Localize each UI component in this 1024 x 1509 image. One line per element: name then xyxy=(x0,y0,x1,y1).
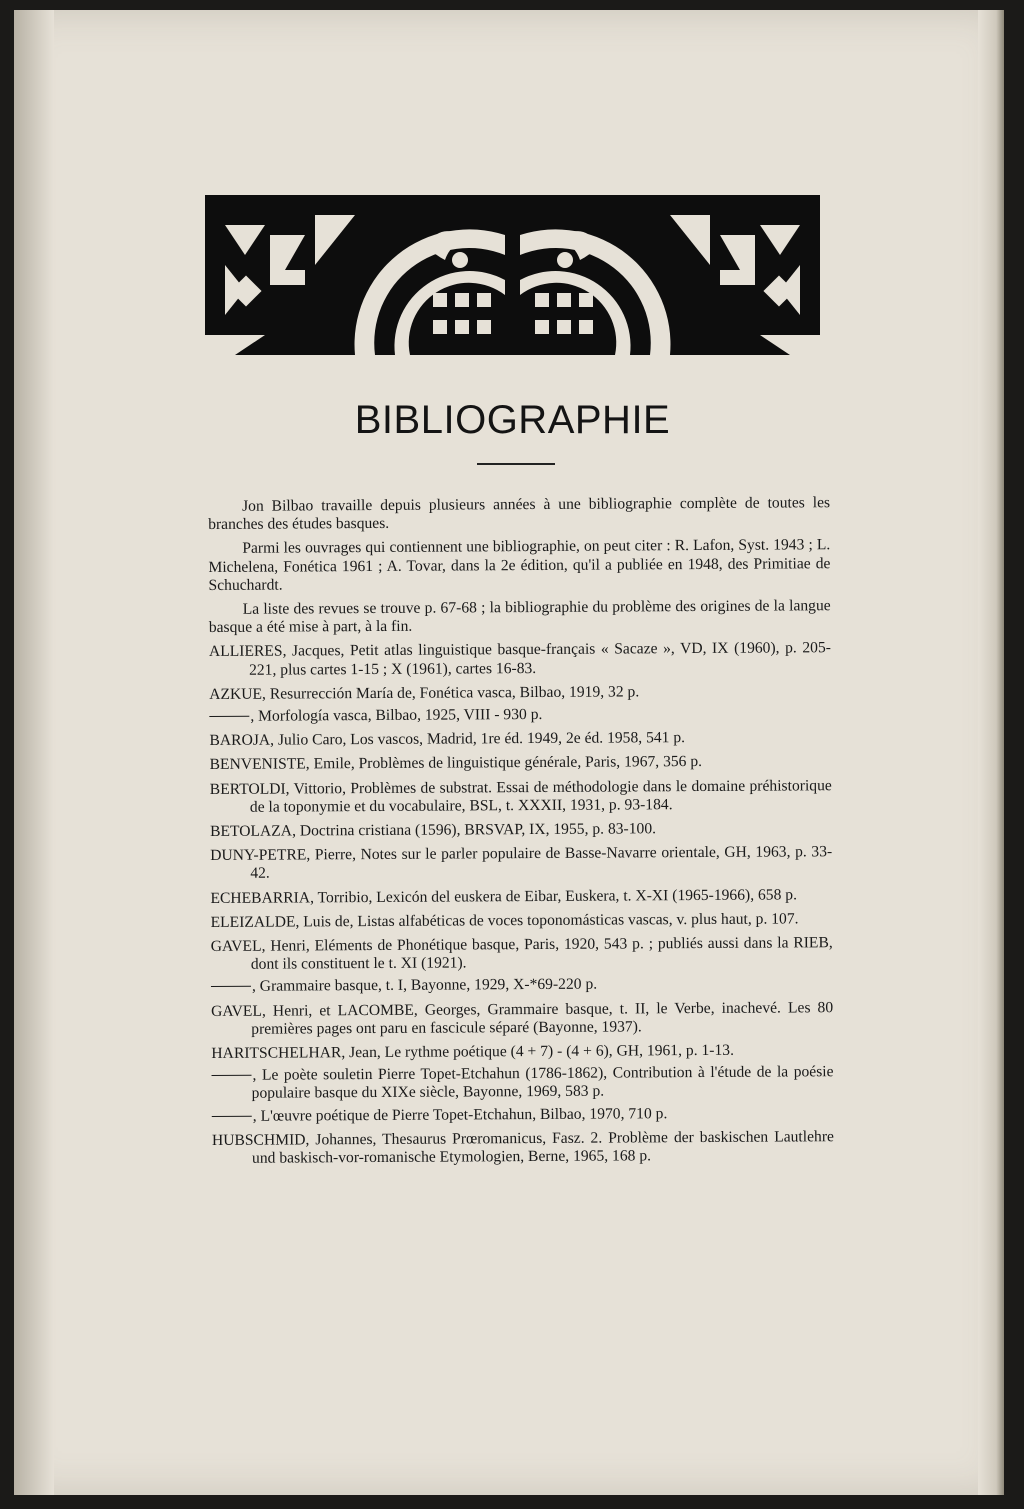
intro-paragraph: Jon Bilbao travaille depuis plusieurs années à une bibliographie complète de toutes les branches des études basques. xyxy=(208,494,831,534)
bib-entry-text: , Le poète souletin Pierre Topet-Etchahun (1786-1862), Contribution à l'étude de la poésie populaire basque du XIXe siècle, Bayonne, 1969, 583 p. xyxy=(251,1063,834,1103)
title-rule xyxy=(477,463,555,465)
bib-entry-text: , Grammaire basque, t. I, Bayonne, 1929, X-*69-220 p. xyxy=(251,976,598,996)
bib-entry-benveniste: BENVENISTE, Emile, Problèmes de linguistique générale, Paris, 1967, 356 p. xyxy=(209,753,703,774)
bib-entry-duny-petre: DUNY-PETRE, Pierre, Notes sur le parler populaire de Basse-Navarre orientale, GH, 1963, p. 33-42. xyxy=(210,843,833,883)
bib-entry-gavel: GAVEL, Henri, Eléments de Phonétique basque, Paris, 1920, 543 p. ; publiés aussi dans la RIEB, dont ils constituent le t. XI (1921). xyxy=(210,934,833,974)
intro-paragraph: Parmi les ouvrages qui contiennent une bibliographie, on peut citer : R. Lafon, Syst. 1943 ; L. Michelena, Fonética 1961 ; A. Tovar, dans la 2e édition, qu'il a publiée en 1948, des Primitiae de Schuchardt. xyxy=(208,536,831,594)
bib-entry-haritschelhar: HARITSCHELHAR, Jean, Le rythme poétique (4 + 7) - (4 + 6), GH, 1961, p. 1-13. xyxy=(211,1041,735,1063)
bib-entry-eleizalde: ELEIZALDE, Luis de, Listas alfabéticas de voces toponomásticas vascas, v. plus haut, p. 107. xyxy=(210,910,799,931)
ditto-dash xyxy=(212,1115,252,1116)
bib-entry-azkue-continued xyxy=(209,704,831,726)
ditto-dash xyxy=(211,986,251,987)
bib-entry-azkue: AZKUE, Resurrección María de, Fonética vasca, Bilbao, 1919, 32 p. xyxy=(209,683,640,703)
bib-entry-haritschelhar-continued xyxy=(211,1063,833,1103)
bib-entry-gavel-lacombe: GAVEL, Henri, et LACOMBE, Georges, Grammaire basque, t. II, le Verbe, inachevé. Les 80 premières pages ont paru en fascicule séparé (Bayonne, 1937). xyxy=(211,998,834,1038)
bib-entry-bertoldi: BERTOLDI, Vittorio, Problèmes de substrat. Essai de méthodologie dans le domaine préhistorique de la toponymie et du vocabulaire, BSL, t. XXXII, 1931, p. 93-184. xyxy=(209,776,832,816)
bib-entry-haritschelhar-continued xyxy=(212,1104,834,1126)
bib-entry-text: , Morfología vasca, Bilbao, 1925, VIII - 930 p. xyxy=(250,705,543,725)
bib-entry-gavel-continued xyxy=(211,975,833,997)
bib-entry-echebarria: ECHEBARRIA, Torribio, Lexicón del euskera de Eibar, Euskera, t. X-XI (1965-1966), 658 p. xyxy=(210,886,798,907)
bib-entry-betolaza: BETOLAZA, Doctrina cristiana (1596), BRSVAP, IX, 1955, p. 83-100. xyxy=(209,820,657,841)
ditto-dash xyxy=(212,1075,252,1076)
bibliography-body xyxy=(208,494,834,1174)
page-edge xyxy=(978,10,1004,1495)
bib-entry-text: , L'œuvre poétique de Pierre Topet-Etchahun, Bilbao, 1970, 710 p. xyxy=(252,1104,668,1125)
page-gutter xyxy=(14,10,54,1495)
ditto-dash xyxy=(209,716,249,717)
ornamental-frieze xyxy=(205,195,820,355)
intro-paragraph: La liste des revues se trouve p. 67-68 ; la bibliographie du problème des origines de la langue basque a été mise à part, à la fin. xyxy=(208,597,831,637)
page-title: BIBLIOGRAPHIE xyxy=(354,398,671,442)
bib-entry-hubschmid: HUBSCHMID, Johannes, Thesaurus Prœromanicus, Fasz. 2. Problème der baskischen Lautlehre und baskisch-vor-romanische Etymologien, Berne, 1965, 168 p. xyxy=(211,1128,834,1167)
bib-entry-baroja: BAROJA, Julio Caro, Los vascos, Madrid, 1re éd. 1949, 2e éd. 1958, 541 p. xyxy=(209,729,686,750)
bib-entry-allieres: ALLIERES, Jacques, Petit atlas linguistique basque-français « Sacaze », VD, IX (1960), p. 205-221, plus cartes 1-15 ; X (1961), cartes 16-83. xyxy=(208,639,831,679)
